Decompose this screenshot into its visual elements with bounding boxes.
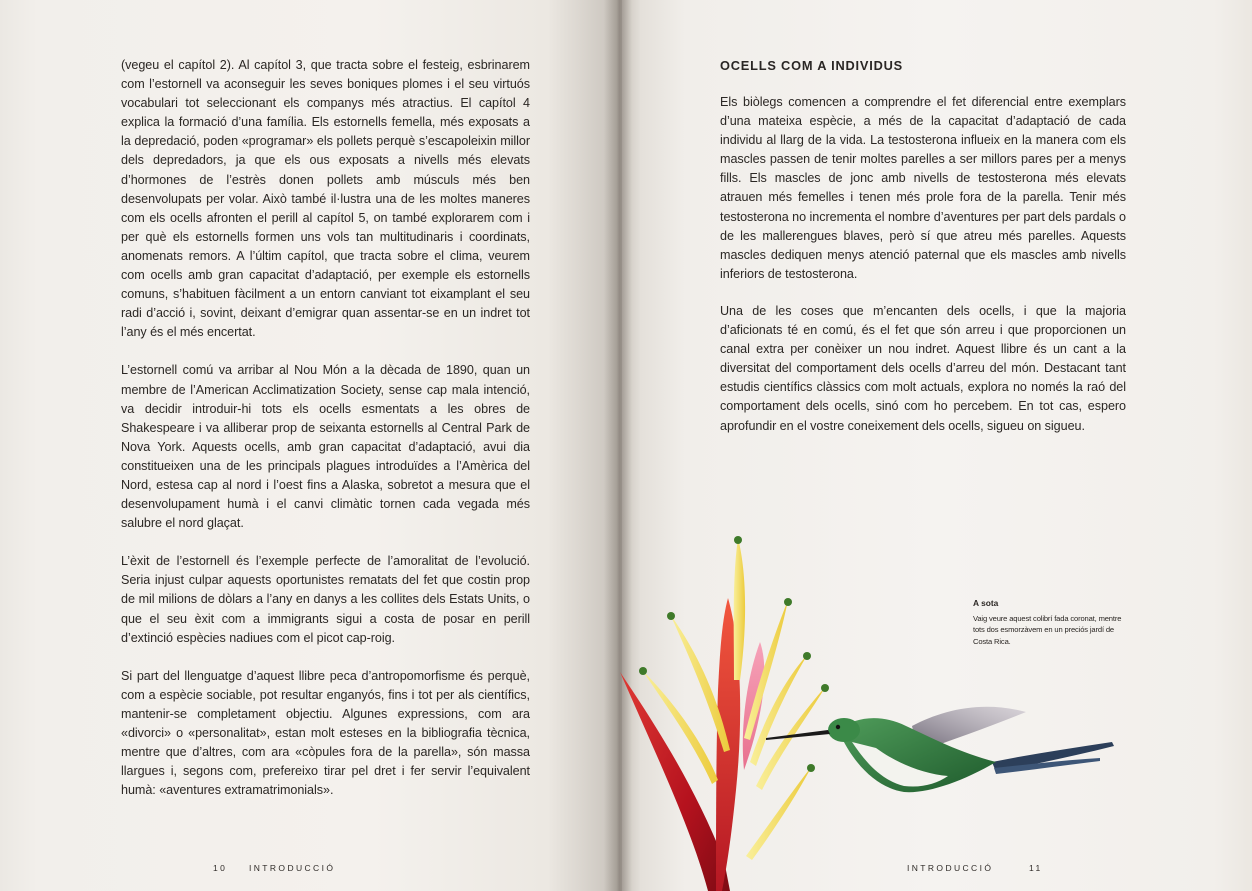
right-paragraph-1: Els biòlegs comencen a comprendre el fet diferencial entre exemplars d’una mateixa espècie, a més de la capacitat d’adaptació de cada individu al llarg de la vida. La testosterona influeix en la manera com els mascles passen de tenir moltes parelles a ser millors pares per a menys fills. Els mascles de jonc amb nivells de testosterona més elevats atrauen més femelles i tenen més prole fora de la parella. Tenir més testosterona no incrementa el nombre d’aventures per part dels pardals o de les mallerengues blaves, però sí que atreu més parelles. Aquests mascles dediquen menys atenció paternal que els mascles amb nivells inferiors de testosterona. [720,95,1126,281]
left-page-body [121,56,530,819]
flower-tip [821,684,829,692]
left-paragraph-4: Si part del llenguatge d’aquest llibre peca d’antropomorfisme és perquè, com a espècie sociable, pot resultar enganyós, fins i tot per als científics, mantenir-se completament objectiu. Algunes expressions, com ara «divorci» o «personalitat», estan molt esteses en la bibliografia tècnica, mentre que d’altres, com ara «còpules fora de la parella», són massa llargues i, segons com, prefereixo tirar pel dret i fer servir l’equivalent humà: «aventures extramatrimonials». [121,668,530,798]
left-paragraph-1: (vegeu el capítol 2). Al capítol 3, que tracta sobre el festeig, esbrinarem com l’estornell va aconseguir les seves boniques plomes i el seu virtuós vocabulari tot seleccionant els companys més atractius. El capítol 4 explica la formació d’una família. Els estornells femella, més exposats a la depredació, poden «programar» els pollets perquè s’escapoleixin millor dels depredadors, ja que els ous exposats a nivells més elevats d’hormones de l’estrès donen pollets amb músculs més ben desenvolupats per volar. Això també il·lustra una de les moltes maneres com els ocells afronten el perill al capítol 5, on també explorarem com i per què els estornells formen uns vols tan multitudinaris i coordinats, anomenats remors. A l’últim capítol, que tracta sobre el clima, veurem com ocells amb gran capacitat d’adaptació, per exemple els estornells comuns, s’habituen fàcilment a un entorn canviant tot eixamplant el seu radi d’acció i, sovint, deixant d’emigrar quan assentar-se en un indret tot l’any és el més encertat. [121,58,530,340]
flower-tip [784,598,792,606]
left-running-footer: INTRODUCCIÓ [249,863,336,873]
flower-tip [803,652,811,660]
flower-tip [667,612,675,620]
left-page-number: 10 [213,863,228,873]
hummingbird [766,707,1114,793]
flower-tip [734,536,742,544]
heliconia-yellow-flower-4 [744,600,788,740]
flower-tip [639,667,647,675]
flower-tip [807,764,815,772]
right-page-number: 11 [1029,863,1043,873]
left-paragraph-3: L’èxit de l’estornell és l’exemple perfecte de l’amoralitat de l’evolució. Seria injust culpar aquests oportunistes rematats del fet que costin prop de mil milions de dòlars a l’any en danys a les collites dels Estats Units, o que el seu èxit com a immigrants sigui a costa de posar en perill d’extinció espècies nadiues com el picot cap-roig. [121,554,530,645]
hummingbird-eye [836,725,840,729]
right-running-footer: INTRODUCCIÓ [907,863,994,873]
right-page-body [720,93,1126,454]
left-paragraph-2: L’estornell comú va arribar al Nou Món a la dècada de 1890, quan un membre de l’American Acclimatization Society, sense cap mala intenció, va decidir introduir-hi tots els ocells esmentats a les obres de Shakespeare i va alliberar prop de seixanta estornells al Central Park de Nova York. Aquests ocells, amb gran capacitat d’adaptació, avui dia constitueixen una de les principals plagues introduïdes a l’Amèrica del Nord, estesa cap al nord i l’oest fins a Alaska, sobretot a mesura que el desenvolupament humà i el canvi climàtic tornen cada vegada més salubre el nord glaçat. [121,363,530,531]
caption-title: A sota [973,598,999,608]
right-paragraph-2: Una de les coses que m’encanten dels ocells, i que la majoria d’aficionats té en comú, és el fet que són arreu i que proporcionen un canal extra per conèixer un nou indret. Aquest llibre és un cant a la diversitat del comportament dels ocells d’arreu del món. Destacant tant estudis científics clàssics com molt actuals, explora no només la raó del comportament dels ocells, sinó com ho percebem. En tot cas, espero aprofundir en el vostre coneixement dels ocells, sigueu on sigueu. [720,303,1126,433]
heliconia-yellow-flower-1 [734,538,745,680]
heliconia-yellow-flower-7 [746,766,812,860]
caption-text: Vaig veure aquest colibrí fada coronat, mentre tots dos esmorzàvem en un preciós jardí de Costa Rica. [973,614,1122,646]
hummingbird-head [828,718,860,742]
hummingbird-heliconia-illustration [612,530,1132,891]
hummingbird-beak [766,730,830,740]
section-heading: OCELLS COM A INDIVIDUS [720,58,904,73]
